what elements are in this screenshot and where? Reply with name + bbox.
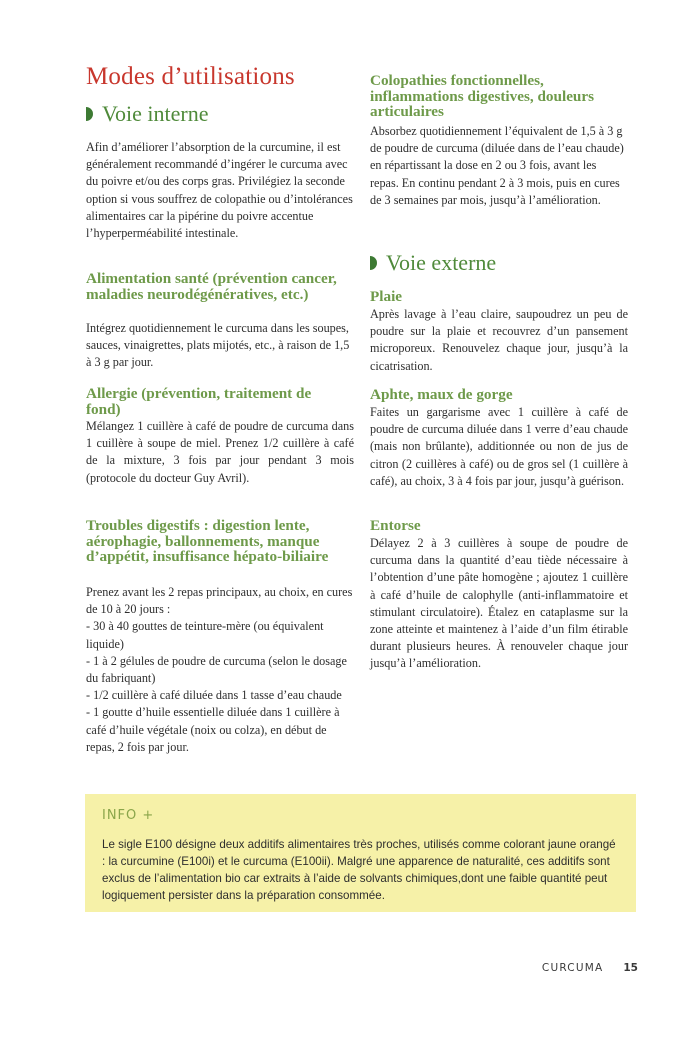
list-item: - 1/2 cuillère à café diluée dans 1 tasse d’eau chaude: [86, 688, 342, 703]
paragraph-alimentation: Intégrez quotidiennement le curcuma dans les soupes, sauces, vinaigrettes, plats mijotés, etc., à raison de 1,5 à 3 g par jour.: [86, 321, 350, 370]
info-box-text: Le sigle E100 désigne deux additifs alimentaires très proches, utilisés comme colorant jaune orangé : la curcumine (E100i) et le curcuma (E100ii). Malgré une apparence de naturalité, ces additifs sont exclus de l’alimentation bio car extraits à l’aide de solvants chimiques,dont une faible quantité peut logiquement persister dans la préparation consommée.: [102, 838, 616, 902]
subhead-colopathies: Colopathies fonctionnelles, inflammations digestives, douleurs articulaires: [370, 72, 595, 120]
page-number: 15: [623, 962, 638, 974]
intro-paragraph: Afin d’améliorer l’absorption de la curcumine, il est généralement recommandé d’ingérer le curcuma avec du poivre et/ou des corps gras. Privilégiez la seconde option si vous souffrez de colopathie ou d’intolérances alimentaires car la pipérine du poivre accentue l’hyperperméabilité intestinale.: [86, 140, 353, 241]
section-title-label: Voie externe: [386, 250, 497, 275]
list-item: - 1 à 2 gélules de poudre de curcuma (selon le dosage du fabriquant): [86, 653, 347, 686]
paragraph-allergie: Mélangez 1 cuillère à café de poudre de curcuma dans 1 cuillère à soupe de miel. Prenez 1/2 cuillère à café de la mixture, 3 fois par jour pendant 3 mois (protocole du docteur Guy Avril).: [86, 419, 354, 485]
running-footer-title: CURCUMA: [541, 962, 604, 974]
info-box-title: INFO +: [102, 808, 155, 823]
subhead-alimentation: Alimentation santé (prévention cancer, maladies neurodégénératives, etc.): [86, 270, 337, 303]
half-circle-icon: [86, 107, 93, 121]
page-title: Modes d’utilisations: [86, 63, 295, 90]
paragraph-colopathies: Absorbez quotidiennement l’équivalent de 1,5 à 3 g de poudre de curcuma (diluée dans de l’eau chaude) en répartissant la dose en 2 ou 3 fois, avant les repas. En continu pendant 2 à 3 mois, puis en cures de 3 semaines par mois, jusqu’à l’amélioration.: [370, 124, 624, 207]
page-footer: [542, 962, 638, 974]
section-title-label: Voie interne: [102, 101, 209, 126]
subhead-plaie: Plaie: [370, 288, 403, 305]
info-box: [85, 794, 636, 912]
subhead-aphte: Aphte, maux de gorge: [370, 386, 513, 403]
paragraph-aphte: Faites un gargarisme avec 1 cuillère à café de poudre de curcuma diluée dans 1 verre d’eau chaude (mais non brûlante), additionnée ou non de jus de citron (2 cuillères à café) ou de gros sel (1 cuillère à café), au choix, 3 à 4 fois par jour, jusqu’à guérison.: [370, 405, 628, 488]
half-circle-icon: [370, 256, 377, 270]
section-title-voie-externe: [370, 250, 496, 276]
paragraph-plaie: Après lavage à l’eau claire, saupoudrez un peu de poudre sur la plaie et recouvrez d’un pansement microporeux. Renouvelez chaque jour, jusqu’à la cicatrisation.: [370, 307, 628, 373]
list-item: - 1 goutte d’huile essentielle diluée dans 1 cuillère à café d’huile végétale (noix ou colza), en début de repas, 2 fois par jour.: [86, 705, 340, 754]
section-title-voie-interne: [86, 101, 209, 127]
subhead-allergie: Allergie (prévention, traitement de fond): [86, 385, 312, 418]
list-intro: Prenez avant les 2 repas principaux, au choix, en cures de 10 à 20 jours :: [86, 585, 353, 617]
paragraph-entorse: Délayez 2 à 3 cuillères à soupe de poudre de curcuma dans la quantité d’eau tiède nécessaire à l’obtention d’une pâte homogène ; ajoutez 1 cuillère à café d’huile de calophylle (anti-inflammatoire et stimulant circulatoire). Étalez en cataplasme sur la zone atteinte et maintenez à l’aide d’un film étirable durant plusieurs heures. À renouveler chaque jour jusqu’à l’amélioration.: [370, 536, 628, 671]
list-item: - 30 à 40 gouttes de teinture-mère (ou équivalent liquide): [86, 619, 324, 651]
subhead-entorse: Entorse: [370, 517, 421, 534]
subhead-troubles-digestifs: Troubles digestifs : digestion lente, aérophagie, ballonnements, manque d’appétit, insuffisance hépato-biliaire: [86, 517, 329, 565]
list-troubles-digestifs: [86, 584, 354, 756]
